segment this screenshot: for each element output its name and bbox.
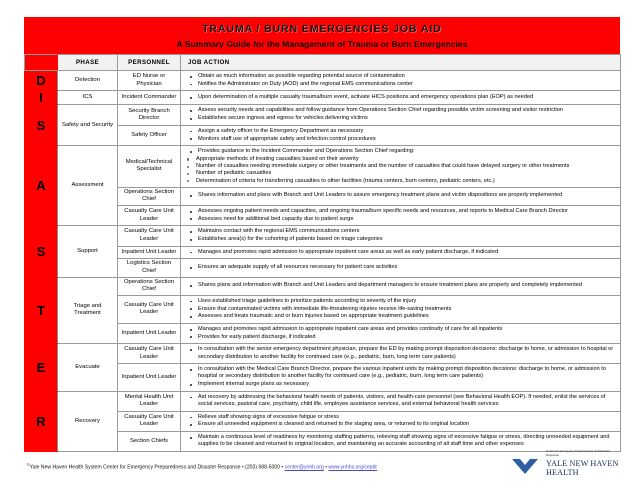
logo-wordmark-line1: YALE NEW HAVEN [546, 459, 619, 468]
phase-cell: ICS [58, 91, 118, 105]
section-letter-e-13: E [25, 344, 58, 392]
logo-wordmark [546, 459, 619, 478]
table-row [25, 91, 621, 105]
personnel-cell: Security Branch Director [118, 105, 181, 125]
table-header-row [25, 55, 621, 71]
job-action-bullet: In consultation with the Medical Care Branch Director, prepare the various inpatient units by making prompt disposition decisions: discharge to home, or admission to hospital or secondary distribution to another facility for continued care (e.g., pediatric, burn, long term care patients) [183, 366, 616, 380]
footer [24, 449, 620, 485]
job-action-cell [181, 364, 621, 392]
job-action-bullet-list [183, 208, 616, 223]
job-action-bullet-list [183, 249, 616, 256]
job-action-bullet-list [183, 148, 616, 155]
job-action-cell [181, 105, 621, 125]
job-action-bullet-list [183, 326, 616, 341]
job-action-cell [181, 125, 621, 145]
personnel-cell: Casualty Care Unit Leader [118, 226, 181, 246]
job-action-bullet-list [183, 282, 616, 289]
footer-sep-1: • [241, 464, 244, 471]
job-action-bullet: Assess security needs and capabilities and follow guidance from Operations Section Chief regarding possible victim screening and visitor restriction [183, 107, 616, 114]
section-letter-a-4: A [25, 146, 58, 226]
job-action-bullet: Monitors staff use of appropriate safety and infection control procedures [183, 136, 616, 143]
job-action-bullet: Aid recovery by addressing the behavioral health needs of patients, visitors, and health-care personnel (see Behavioral Health EOP). If needed, enlist the services of social services, pastoral care, psychiatry, child life, employee assistance services, and external behavioral health services [183, 394, 616, 408]
section-letter-t-10: T [25, 277, 58, 344]
footer-sep-2: • [281, 464, 284, 471]
job-action-sub-bullet: Number of pediatric casualties [183, 170, 616, 177]
footer-email-link[interactable]: center@ynhh.org [284, 464, 324, 471]
job-action-cell [181, 91, 621, 105]
job-action-bullet-list [183, 298, 616, 321]
personnel-cell: Operations Section Chief [118, 187, 181, 205]
personnel-cell: Casualty Care Unit Leader [118, 344, 181, 364]
job-action-bullet: Establishes secure ingress and egress for vehicles delivering victims [183, 115, 616, 122]
footer-credit-line [27, 461, 377, 472]
job-action-bullet: Assesses need for additional bed capacity due to patient surge [183, 216, 616, 223]
job-action-cell [181, 259, 621, 277]
title-banner [24, 17, 620, 54]
logo-wordmark-line2: HEALTH [546, 468, 579, 478]
section-letter-r-15: R [25, 391, 58, 451]
job-action-bullet: In consultation with the senior emergency department physician, prepare the ED by making prompt disposition decisions: discharge to home, or admission to hospital or secondary distribution to another facility for continued care (e.g., pediatric, burn, long term care patients) [183, 346, 616, 360]
personnel-cell: Casualty Care Unit Leader [118, 205, 181, 225]
job-action-bullet: Upon determination of a multiple casualty trauma/burn event, activate HICS positions and emergency operations plan (EOP) as needed [183, 94, 616, 101]
job-aid-table [24, 54, 621, 452]
job-action-cell [181, 323, 621, 343]
footer-sep-3: • [325, 464, 327, 471]
personnel-cell: Inpatient Unit Leader [118, 323, 181, 343]
job-action-sub-bullet: Appropriate methods of treating casualties based on their severity [183, 156, 616, 163]
personnel-cell: Section Chiefs [118, 432, 181, 452]
table-row [25, 344, 621, 364]
job-action-cell [181, 187, 621, 205]
job-action-bullet: Establishes area(s) for the cohorting of patients based on triage categories [183, 236, 616, 243]
personnel-cell: Logistics Section Chief [118, 259, 181, 277]
job-action-cell [181, 277, 621, 295]
job-action-bullet: Assesses and treats traumatic and or burn injuries based on appropriate treatment guidelines [183, 313, 616, 320]
copyright-mark: © [27, 463, 30, 467]
job-action-sub-bullet: Determination of criteria for transferring casualties to other facilities (trauma centers, burn centers, pediatric centers, etc.) [183, 178, 616, 185]
job-action-cell [181, 295, 621, 323]
job-action-bullet-list [183, 192, 616, 199]
phase-cell: Evacuate [58, 344, 118, 392]
personnel-cell: Casualty Care Unit Leader [118, 411, 181, 431]
job-action-cell [181, 205, 621, 225]
job-action-bullet: Implement internal surge plans as necessary [183, 381, 616, 388]
phase-cell: Safety and Security [58, 105, 118, 146]
job-action-bullet: Ensure all unneeded equipment is cleaned and returned to the staging area, or returned to its original location [183, 421, 616, 428]
personnel-cell: Incident Commander [118, 91, 181, 105]
job-action-cell [181, 344, 621, 364]
table-row [25, 146, 621, 188]
job-action-bullet-list [183, 346, 616, 360]
job-action-bullet-list [183, 414, 616, 429]
job-action-bullet: Ensure that contaminated victims with immediate life-threatening injuries receive life-saving treatments [183, 306, 616, 313]
personnel-cell: Operations Section Chief [118, 277, 181, 295]
job-action-bullet: Obtain as much information as possible regarding potential source of contamination [183, 73, 616, 80]
personnel-cell: Medical/Technical Specialist [118, 146, 181, 188]
job-action-bullet-list [183, 228, 616, 243]
job-action-bullet-list [183, 128, 616, 143]
personnel-cell: Mental Health Unit Leader [118, 391, 181, 411]
job-action-bullet: Shares information and plans with Branch and Unit Leaders to assure emergency treatment plans and victim dispositions are properly implemented [183, 192, 616, 199]
table-row [25, 226, 621, 246]
job-action-bullet: Maintain a continuous level of readiness by monitoring staffing patterns, relieving staff showing signs of excessive fatigue or stress, directing unneeded equipment and supplies to be cleaned and returned to original location, and maintaining an accurate accounting of all staff time and other expenses [183, 434, 616, 448]
job-action-bullet: Shares plans and information with Branch and Unit Leaders and department managers to ensure treatment plans are properly and completely implemented [183, 282, 616, 289]
table-row [25, 277, 621, 295]
section-letter-s-2: S [25, 105, 58, 146]
job-action-bullet: Provides guidance to the Incident Commander and Operations Section Chief regarding: [183, 148, 616, 155]
job-action-bullet: Relieve staff showing signs of excessive fatigue or stress [183, 414, 616, 421]
page-title: TRAUMA / BURN EMERGENCIES JOB AID [202, 22, 442, 35]
job-action-bullet: Manages and promotes rapid admission to appropriate inpatient care areas as well as early patient discharge, if indicated [183, 249, 616, 256]
header-personnel: PERSONNEL [118, 55, 181, 71]
phase-cell: Detection [58, 71, 118, 91]
job-action-bullet-list [183, 394, 616, 408]
job-action-sub-list [183, 156, 616, 185]
table-row [25, 391, 621, 411]
job-action-bullet: Manages and promotes rapid admission to appropriate inpatient care areas and provides continuity of care for all inpatients [183, 326, 616, 333]
job-action-bullet: Assesses ongoing patient needs and capacities, and ongoing trauma/burn specific needs and resources, and reports to Medical Care Branch Director [183, 208, 616, 215]
footer-org: Yale New Haven Health System Center for Emergency Preparedness and Disaster Response [29, 464, 241, 471]
job-action-cell [181, 411, 621, 431]
yale-new-haven-health-logo [494, 447, 620, 483]
job-action-bullet-list [183, 73, 616, 88]
personnel-cell: ED Nurse or Physician [118, 71, 181, 91]
logo-cepdr-line: Center for Emergency Preparedness and Disaster Response [546, 449, 611, 457]
personnel-cell: Safety Officer [118, 125, 181, 145]
job-action-bullet-list [183, 94, 616, 101]
job-action-bullet: Maintains contact with the regional EMS communications centers [183, 228, 616, 235]
section-letter-s-7: S [25, 226, 58, 277]
job-action-cell [181, 391, 621, 411]
phase-cell: Triage and Treatment [58, 277, 118, 344]
job-action-sub-bullet: Number of casualties needing immediate surgery or other treatments and the number of casualties that could have delayed surgery or other treatments [183, 163, 616, 170]
section-letter-i-1: I [25, 91, 58, 105]
header-phase: PHASE [58, 55, 118, 71]
footer-phone: (203) 688-5000 [245, 464, 280, 471]
job-action-bullet: Ensures an adequate supply of all resources necessary for patient care activities [183, 264, 616, 271]
job-action-cell [181, 71, 621, 91]
job-action-cell [181, 146, 621, 188]
footer-website-link[interactable]: www.ynhhs.org/cepdr [328, 464, 378, 471]
section-letter-d-0: D [25, 71, 58, 91]
chevron-logo-icon [512, 459, 538, 474]
header-job-action: JOB ACTION [181, 55, 621, 71]
job-action-bullet: Notifies the Administrator on Duty (AOD) and the regional EMS communications center [183, 81, 616, 88]
job-action-cell [181, 226, 621, 246]
table-row [25, 105, 621, 125]
phase-cell: Assessment [58, 146, 118, 226]
job-action-bullet: Provides for early patient discharge, if indicated [183, 334, 616, 341]
job-action-bullet-list [183, 366, 616, 388]
table-row [25, 71, 621, 91]
header-blank-cell [25, 55, 58, 71]
job-action-cell [181, 246, 621, 259]
phase-cell: Support [58, 226, 118, 277]
job-action-bullet: Assign a safety officer to the Emergency Department as necessary [183, 128, 616, 135]
personnel-cell: Casualty Care Unit Leader [118, 295, 181, 323]
job-action-bullet: Uses established triage guidelines to prioritize patients according to severity of the injury [183, 298, 616, 305]
job-action-bullet-list [183, 107, 616, 122]
personnel-cell: Inpatient Unit Leader [118, 246, 181, 259]
phase-cell: Recovery [58, 391, 118, 451]
job-action-bullet-list [183, 264, 616, 271]
personnel-cell: Inpatient Unit Leader [118, 364, 181, 392]
page-subtitle: A Summary Guide for the Management of Trauma or Burn Emergencies [176, 38, 468, 49]
